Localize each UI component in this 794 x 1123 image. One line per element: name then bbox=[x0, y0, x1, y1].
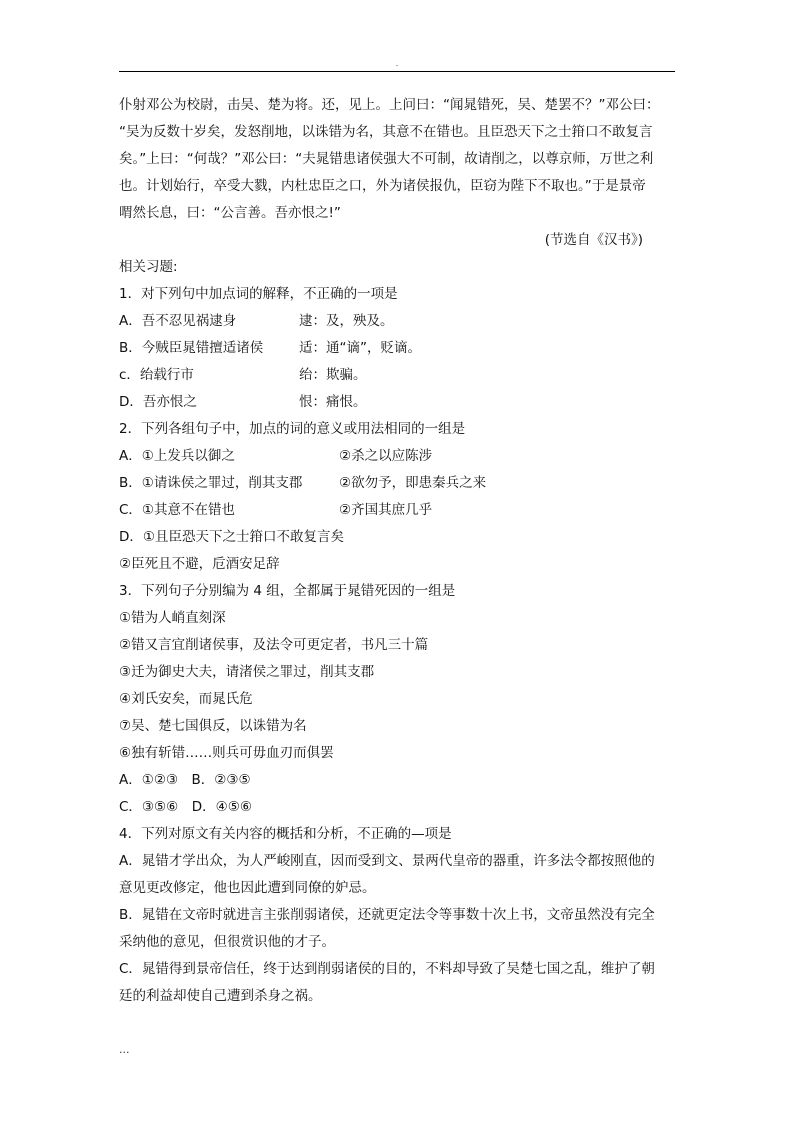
question-stem: 3．下列句子分别编为 4 组，全都属于晁错死因的一组是 bbox=[119, 583, 456, 599]
answer-options: A．①②③ B．②③⑤ bbox=[119, 772, 251, 788]
option-row bbox=[119, 389, 679, 416]
question-3 bbox=[119, 578, 679, 821]
option-text: B．今贼臣晁错擅适诸侯 bbox=[119, 340, 264, 356]
option-sentence-2: ②杀之以应陈涉 bbox=[339, 448, 433, 464]
question-stem: 2．下列各组句子中，加点的词的意义或用法相同的一组是 bbox=[119, 421, 466, 437]
list-item: ②错又言宜削诸侯事，及法令可更定者，书凡三十篇 bbox=[119, 637, 429, 653]
option-d-line-1: D．①且臣恐天下之士箝口不敢复言矣 bbox=[119, 529, 344, 545]
header-rule bbox=[119, 71, 675, 72]
option-sentence-2: ②齐国其庶几乎 bbox=[339, 502, 433, 518]
question-stem: 1．对下列句中加点词的解释，不正确的一项是 bbox=[119, 286, 398, 302]
option-sentence-1: C．①其意不在错也 bbox=[119, 502, 236, 518]
option-text: A．吾不忍见祸逮身 bbox=[119, 313, 237, 329]
question-2 bbox=[119, 416, 679, 578]
option-sentence-2: ②欲勿予，即患秦兵之来 bbox=[339, 475, 487, 491]
option-line: B．晁错在文帝时就进言主张削弱诸侯，还就更定法令等事数十次上书，文帝虽然没有完全 bbox=[119, 907, 655, 923]
option-row bbox=[119, 362, 679, 389]
option-gloss: 适：通“谪”，贬谪。 bbox=[299, 340, 421, 356]
passage-line: “吴为反数十岁矣，发怒削地，以诛错为名，其意不在错也。且臣恐天下之士箝口不敢复言 bbox=[119, 124, 653, 140]
list-item: ③迁为御史大夫，请渚侯之罪过，削其支郡 bbox=[119, 664, 375, 680]
option-text: c．绐载行市 bbox=[119, 367, 194, 383]
list-item: ⑥独有斩错……则兵可毋血刃而俱罢 bbox=[119, 745, 334, 761]
list-item: ④刘氏安矣，而晁氏危 bbox=[119, 691, 253, 707]
option-d-line-2: ②臣死且不避，卮酒安足辞 bbox=[119, 556, 280, 572]
passage bbox=[119, 92, 679, 254]
question-4 bbox=[119, 821, 679, 1010]
option-gloss: 恨：痛恨。 bbox=[299, 394, 367, 410]
answer-options: C．③⑤⑥ D．④⑤⑥ bbox=[119, 799, 252, 815]
list-item: ①错为人峭直刻深 bbox=[119, 610, 226, 626]
option-line: A．晁错才学出众，为人严峻刚直，因而受到文、景两代皇帝的器重，许多法令都按照他的 bbox=[119, 853, 655, 869]
option-row bbox=[119, 308, 679, 335]
option-gloss: 绐：欺骗。 bbox=[299, 367, 367, 383]
passage-line: 矣。”上曰：“何哉？”邓公曰：“夫晁错患诸侯强大不可制，故请削之，以尊京师，万世之利 bbox=[119, 151, 654, 167]
option-line: C．晁错得到景帝信任，终于达到削弱诸侯的目的，不料却导致了吴楚七国之乱，维护了朝 bbox=[119, 961, 655, 977]
option-line: 意见更改修定，他也因此遭到同僚的妒忌。 bbox=[119, 880, 376, 896]
footer-dots: ... bbox=[119, 1043, 130, 1056]
option-line: 采纳他的意见，但很赏识他的才子。 bbox=[119, 934, 335, 950]
option-row bbox=[119, 497, 679, 524]
document-body bbox=[119, 92, 679, 1010]
option-row bbox=[119, 443, 679, 470]
question-1 bbox=[119, 281, 679, 416]
passage-line: 喟然长息，曰：“公言善。吾亦恨之!” bbox=[119, 205, 341, 221]
option-sentence-1: A．①上发兵以御之 bbox=[119, 448, 235, 464]
option-text: D．吾亦恨之 bbox=[119, 394, 197, 410]
list-item: ⑦吴、楚七国俱反，以诛错为名 bbox=[119, 718, 307, 734]
option-row bbox=[119, 470, 679, 497]
passage-source: (节选自《汉书》) bbox=[544, 232, 643, 248]
option-row bbox=[119, 335, 679, 362]
question-stem: 4．下列对原文有关内容的概括和分析，不正确的—项是 bbox=[119, 826, 452, 842]
header-dot: . bbox=[395, 59, 399, 68]
passage-line: 仆射邓公为校尉，击吴、楚为将。还，见上。上问曰：“闻晁错死，吴、楚罢不？”邓公曰： bbox=[119, 97, 660, 113]
option-sentence-1: B．①请诛侯之罪过，削其支郡 bbox=[119, 475, 303, 491]
passage-line: 也。计划始行，卒受大戮，内杜忠臣之口，外为诸侯报仇，臣窃为陛下不取也。”于是景帝 bbox=[119, 178, 646, 194]
option-gloss: 逮：及，殃及。 bbox=[299, 313, 394, 329]
option-line: 廷的利益却使自己遭到杀身之祸。 bbox=[119, 988, 322, 1004]
exercises-heading: 相关习题: bbox=[119, 259, 178, 275]
